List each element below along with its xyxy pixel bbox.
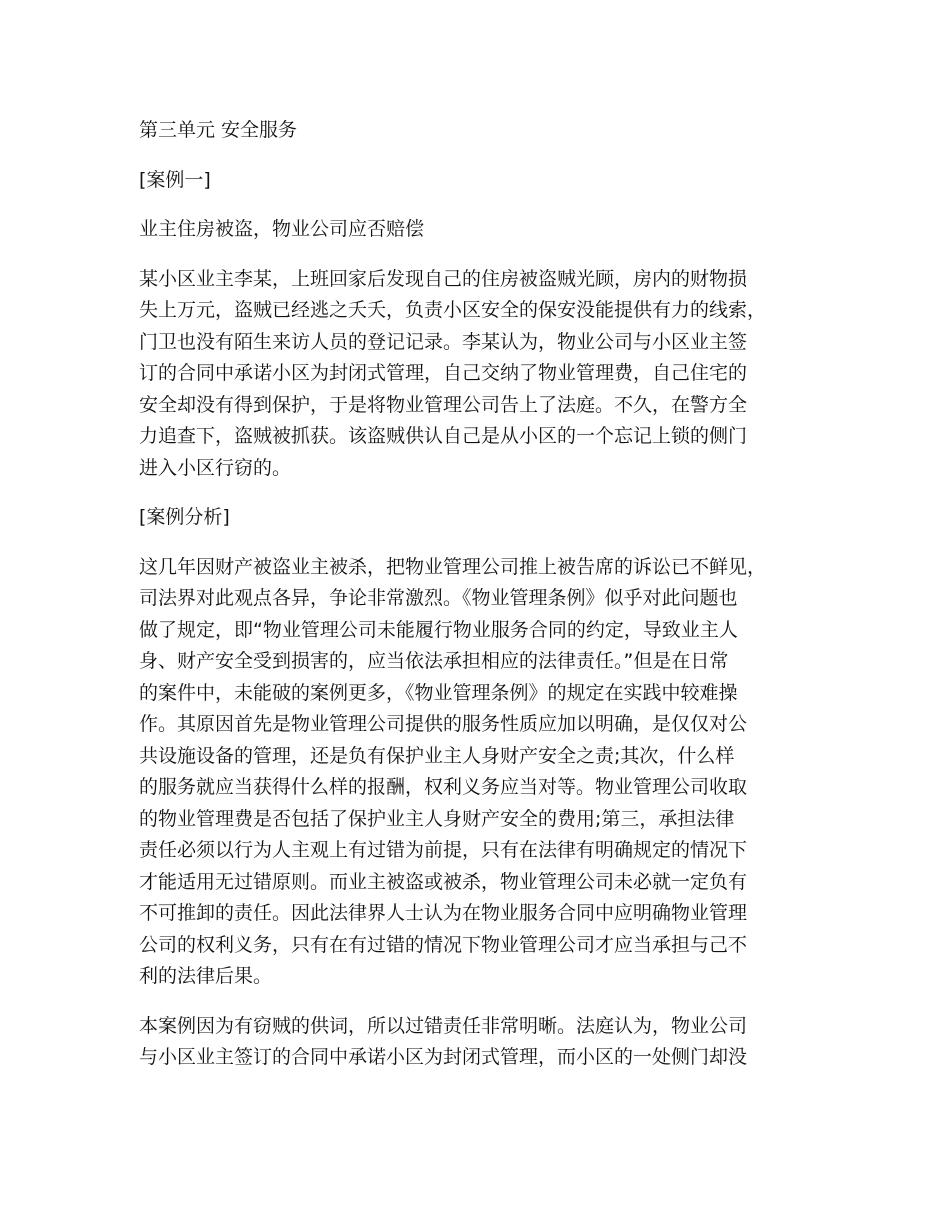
text-line: 进入小区行窃的。 — [139, 456, 292, 479]
text-line: 力追查下，盗贼被抓获。该盗贼供认自己是从小区的一个忘记上锁的侧门 — [139, 425, 748, 447]
text-line: 身、财产安全受到损害的，应当依法承担相应的法律责任。”但是在日常 — [139, 650, 729, 672]
text-line: 的物业管理费是否包括了保护业主人身财产安全的费用;第三，承担法律 — [139, 807, 735, 830]
text-line: 作。其原因首先是物业管理公司提供的服务性质应加以明确，是仅仅对公 — [139, 713, 748, 735]
text-line: 订的合同中承诺小区为封闭式管理，自己交纳了物业管理费，自己住宅的 — [139, 362, 748, 384]
text-line: 司法界对此观点各异，争论非常激烈。《物业管理条例》似乎对此问题也 — [139, 587, 738, 609]
text-line: 公司的权利义务，只有在有过错的情况下物业管理公司才应当承担与己不 — [139, 933, 748, 956]
case-label: [案例一] — [139, 168, 211, 191]
text-line: 责任必须以行为人主观上有过错为前提，只有在法律有明确规定的情况下 — [139, 839, 748, 861]
text-line: 门卫也没有陌生来访人员的登记记录。李某认为，物业公司与小区业主签 — [139, 330, 748, 353]
text-line: 失上万元，盗贼已经逃之夭夭，负责小区安全的保安没能提供有力的线索， — [139, 299, 767, 321]
analysis-paragraph — [139, 552, 829, 993]
text-line: 安全却没有得到保护，于是将物业管理公司告上了法庭。不久，在警方全 — [139, 393, 748, 416]
text-line: 才能适用无过错原则。而业主被盗或被杀，物业管理公司未必就一定负有 — [139, 870, 748, 893]
analysis-label: [案例分析] — [139, 506, 230, 528]
case-title: 业主住房被盗，物业公司应否赔偿 — [139, 218, 425, 240]
case-description-paragraph — [139, 264, 829, 485]
text-line: 的案件中，未能破的案例更多，《物业管理条例》的规定在实践中较难操 — [139, 681, 738, 704]
text-line: 共设施设备的管理，还是负有保护业主人身财产安全之责;其次，什么样 — [139, 744, 735, 767]
document-body — [139, 115, 829, 1092]
text-line: 不可推卸的责任。因此法律界人士认为在物业服务合同中应明确物业管理 — [139, 902, 748, 924]
text-line: 这几年因财产被盗业主被杀，把物业管理公司推上被告席的诉讼已不鲜见， — [139, 555, 767, 578]
text-line: 做了规定，即“物业管理公司未能履行物业服务合同的约定，导致业主人 — [139, 618, 738, 641]
text-line: 某小区业主李某，上班回家后发现自己的住房被盗贼光顾，房内的财物损 — [139, 267, 748, 290]
unit-title: 第三单元 安全服务 — [139, 119, 298, 141]
text-line: 的服务就应当获得什么样的报酬，权利义务应当对等。物业管理公司收取 — [139, 776, 748, 798]
text-line: 利的法律后果。 — [139, 965, 273, 987]
text-line: 本案例因为有窃贼的供词，所以过错责任非常明晰。法庭认为，物业公司 — [139, 1014, 748, 1037]
ruling-paragraph — [139, 1011, 829, 1074]
text-line: 与小区业主签订的合同中承诺小区为封闭式管理，而小区的一处侧门却没 — [139, 1046, 748, 1068]
